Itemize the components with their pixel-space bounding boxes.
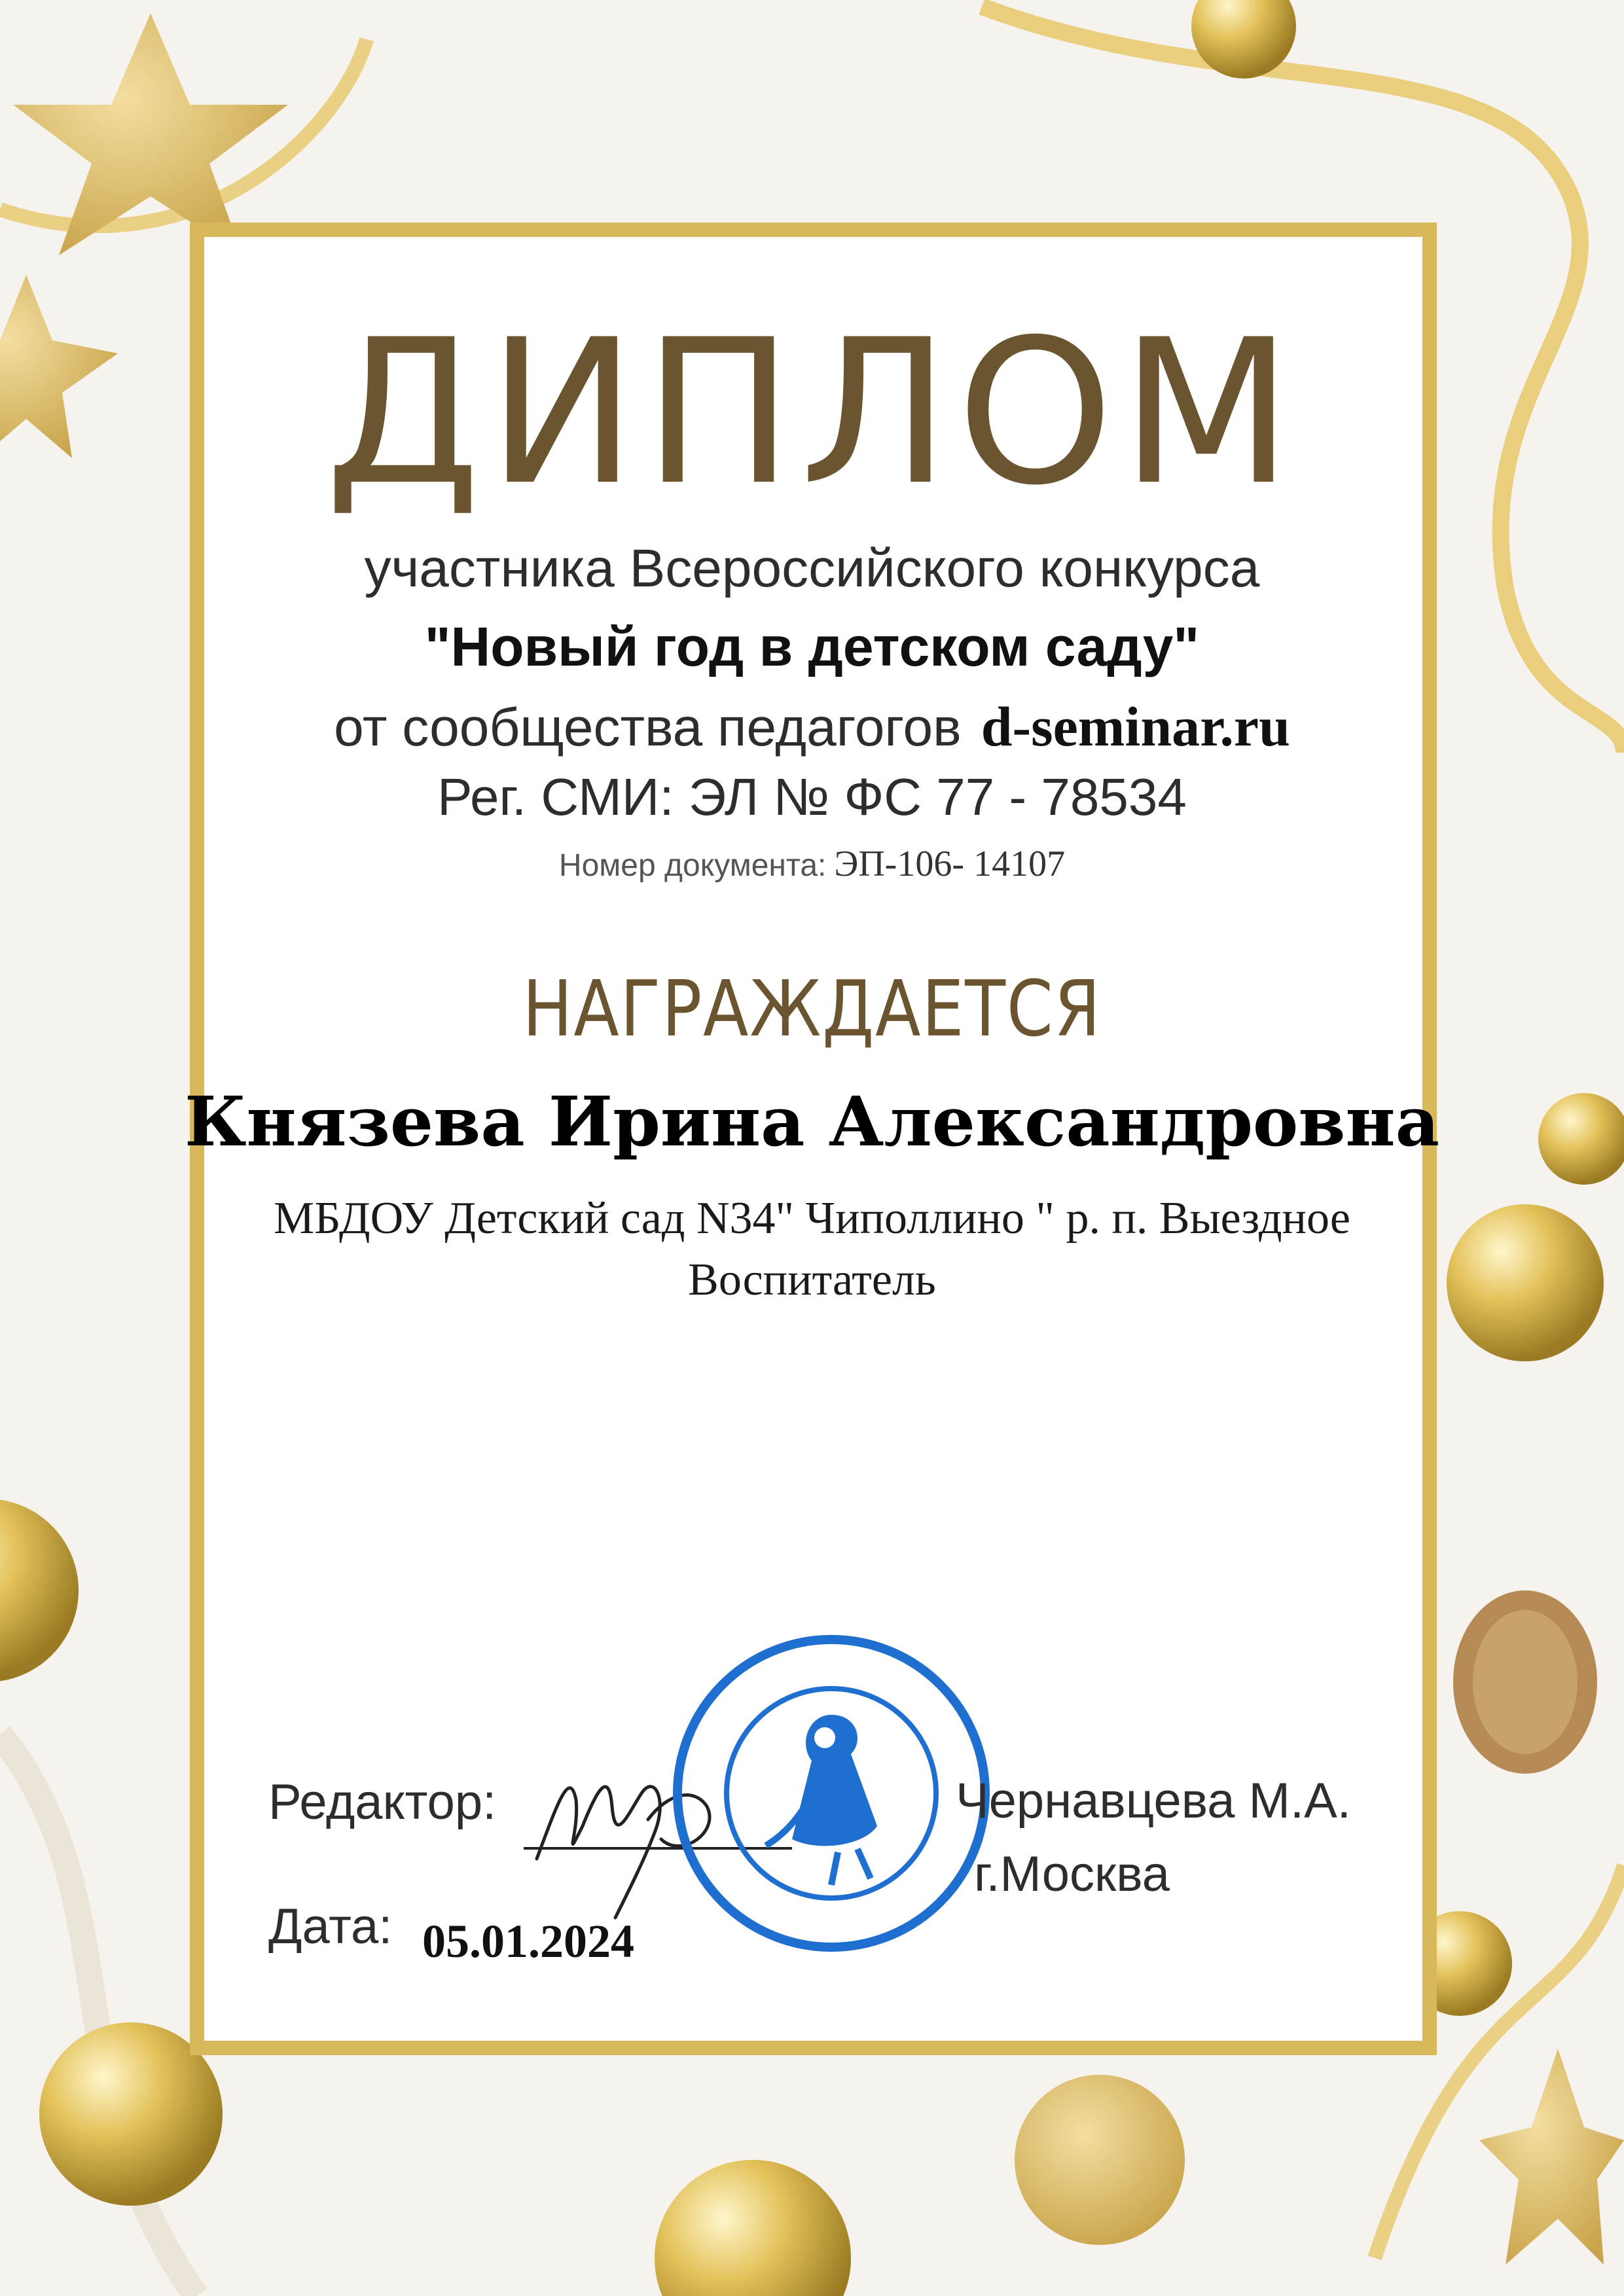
registration-number: Рег. СМИ: ЭЛ № ФС 77 - 78534 <box>437 768 1187 826</box>
website-link: d-seminar.ru <box>981 695 1290 758</box>
contest-subtitle: участника Всероссийского конкурса <box>364 539 1260 598</box>
document-number-label: Номер документа: <box>558 848 827 883</box>
editor-name: Чернавцева М.А. <box>956 1773 1351 1829</box>
organizer-prefix: от сообщества педагогов <box>334 698 962 757</box>
document-number-line <box>0 843 1624 885</box>
ornament-ball-icon <box>655 2160 851 2296</box>
ornament-ball-icon <box>1015 2075 1185 2245</box>
date-label: Дата: <box>268 1899 393 1954</box>
gold-star-icon <box>1479 2049 1624 2265</box>
editor-label: Редактор: <box>268 1774 497 1830</box>
contest-name: "Новый год в детском саду" <box>424 616 1200 677</box>
stamp-icon <box>668 1630 995 1957</box>
issue-date: 05.01.2024 <box>422 1915 634 1967</box>
document-number: ЭП-106- 14107 <box>834 844 1066 884</box>
awarded-heading: НАГРАЖДАЕТСЯ <box>522 963 1102 1054</box>
diploma-title: ДИПЛОМ <box>325 296 1299 529</box>
organizer-line <box>0 694 1624 759</box>
city: г.Москва <box>974 1846 1170 1902</box>
pine-cone-highlight <box>1473 1610 1578 1754</box>
recipient-name: Князева Ирина Александровна <box>184 1081 1440 1162</box>
recipient-organization: МБДОУ Детский сад N34" Чиполлино " р. п. Выездное <box>274 1193 1350 1244</box>
ornament-ball-icon <box>0 1499 79 1682</box>
recipient-position: Воспитатель <box>688 1255 936 1305</box>
